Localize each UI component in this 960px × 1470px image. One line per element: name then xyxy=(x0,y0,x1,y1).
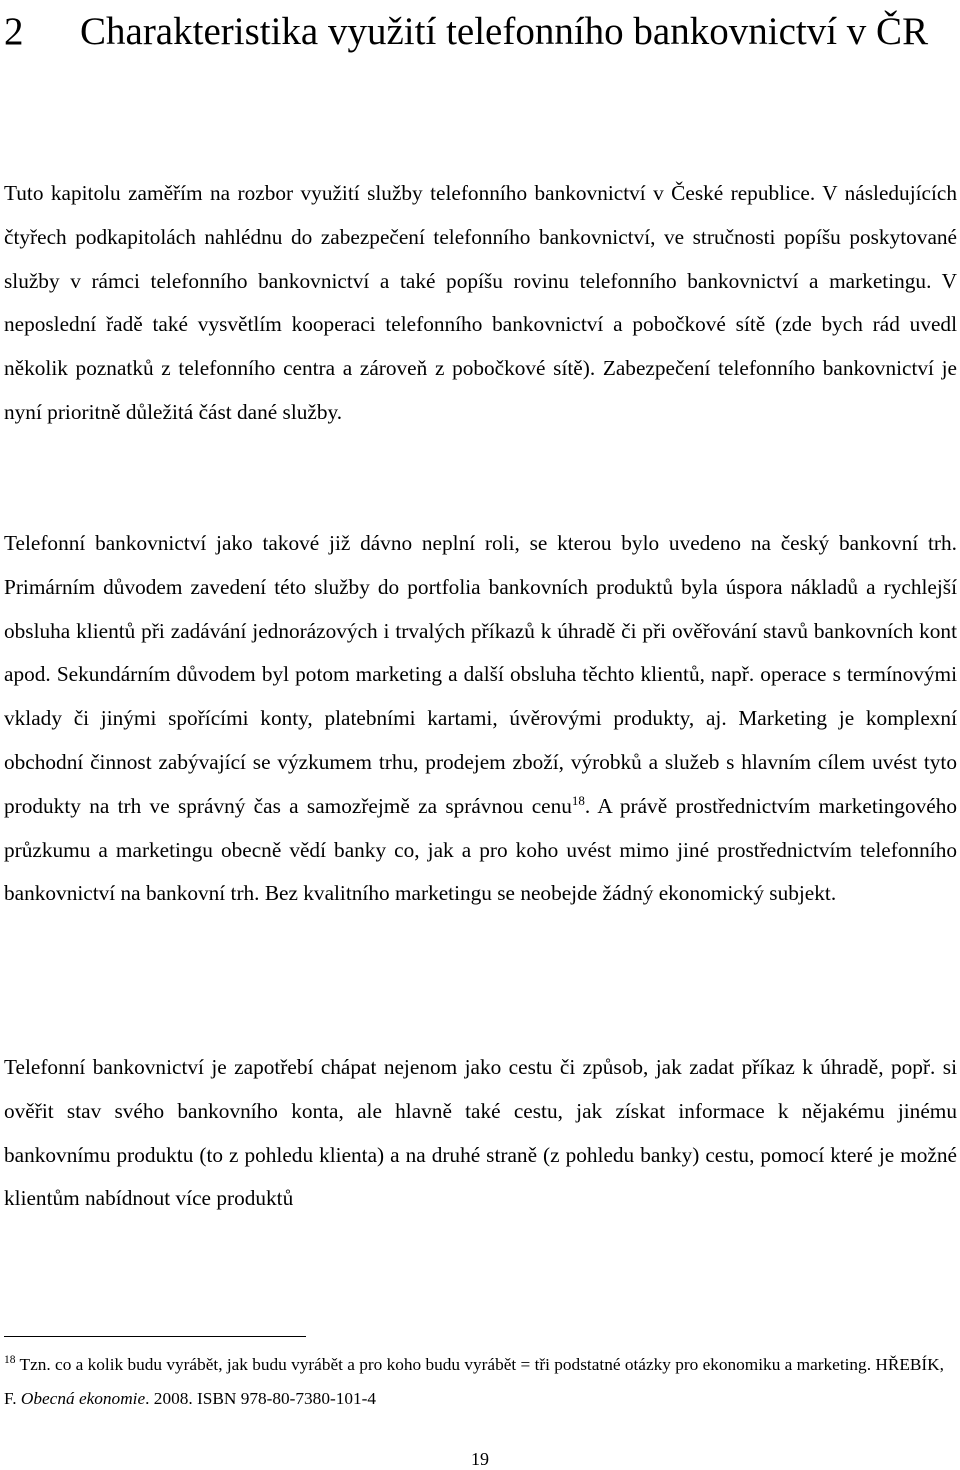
chapter-title: Charakteristika využití telefonního bankovnictví v ČR xyxy=(80,10,929,53)
footnote-book-title: Obecná ekonomie xyxy=(20,1389,146,1408)
footnote-mark: 18 xyxy=(4,1354,16,1367)
footnote-reference[interactable]: 18 xyxy=(571,792,585,808)
paragraph-marketing xyxy=(4,522,957,916)
paragraph-intro: Tuto kapitolu zaměřím na rozbor využití služby telefonního bankovnictví v České republice. V následujících čtyřech podkapitolách nahlédnu do zabezpečení telefonního bankovnictví, ve stručnosti popíšu poskytované služby v rámci telefonního bankovnictví a také popíšu rovinu telefonního bankovnictví a marketingu. V neposlední řadě také vysvětlím kooperaci telefonního bankovnictví a pobočkové sítě (zde bych rád uvedl několik poznatků z telefonního centra a zároveň z pobočkové sítě). Zabezpečení telefonního bankovnictví je nyní prioritně důležitá část dané služby. xyxy=(4,181,957,424)
paragraph-marketing-continuation: . A právě prostřednictvím marketingového průzkumu a marketingu obecně vědí banky co, jak a pro koho uvést mimo jiné prostřednictvím telefonního bankovnictví na bankovní trh. Bez kvalitního marketingu se neobejde žádný ekonomický subjekt. xyxy=(4,793,957,906)
footnote-text: Tzn. co a kolik budu vyrábět, jak budu vyrábět a pro koho budu vyrábět = tři podstatné otázky pro ekonomiku a marketing. HŘEBÍK, F. xyxy=(4,1355,944,1408)
paragraph-understanding: Telefonní bankovnictví je zapotřebí chápat nejenom jako cestu či způsob, jak zadat příkaz k úhradě, popř. si ověřit stav svého bankovního konta, ale hlavně také cestu, jak získat informace k nějakému jinému bankovnímu produktu (to z pohledu klienta) a na druhé straně (z pohledu banky) cestu, pomocí které je možné klientům nabídnout více produktů xyxy=(4,1055,957,1211)
footnote-separator xyxy=(4,1336,306,1337)
footnote xyxy=(4,1348,954,1416)
chapter-number: 2 xyxy=(4,10,24,53)
paragraph-marketing-text: Telefonní bankovnictví jako takové již dávno neplní roli, se kterou bylo uvedeno na český bankovní trh. Primárním důvodem zavedení této služby do portfolia bankovních produktů byla úspora nákladů a rychlejší obsluha klientů při zadávání jednorázových i trvalých příkazů k úhradě či při ověřování stavů bankovních kont apod. Sekundárním důvodem byl potom marketing a další obsluha těchto klientů, např. operace s termínovými vklady či jinými spořícími konty, platebními kartami, úvěrovými produkty, aj. Marketing je komplexní obchodní činnost zabývající se výzkumem trhu, prodejem zboží, výrobků a služeb s hlavním cílem uvést tyto produkty na trh ve správný čas a samozřejmě za správnou cenu xyxy=(4,531,957,818)
chapter-heading xyxy=(4,0,944,64)
footnote-citation: . 2008. ISBN 978-80-7380-101-4 xyxy=(145,1389,377,1408)
page-number: 19 xyxy=(471,1449,489,1469)
